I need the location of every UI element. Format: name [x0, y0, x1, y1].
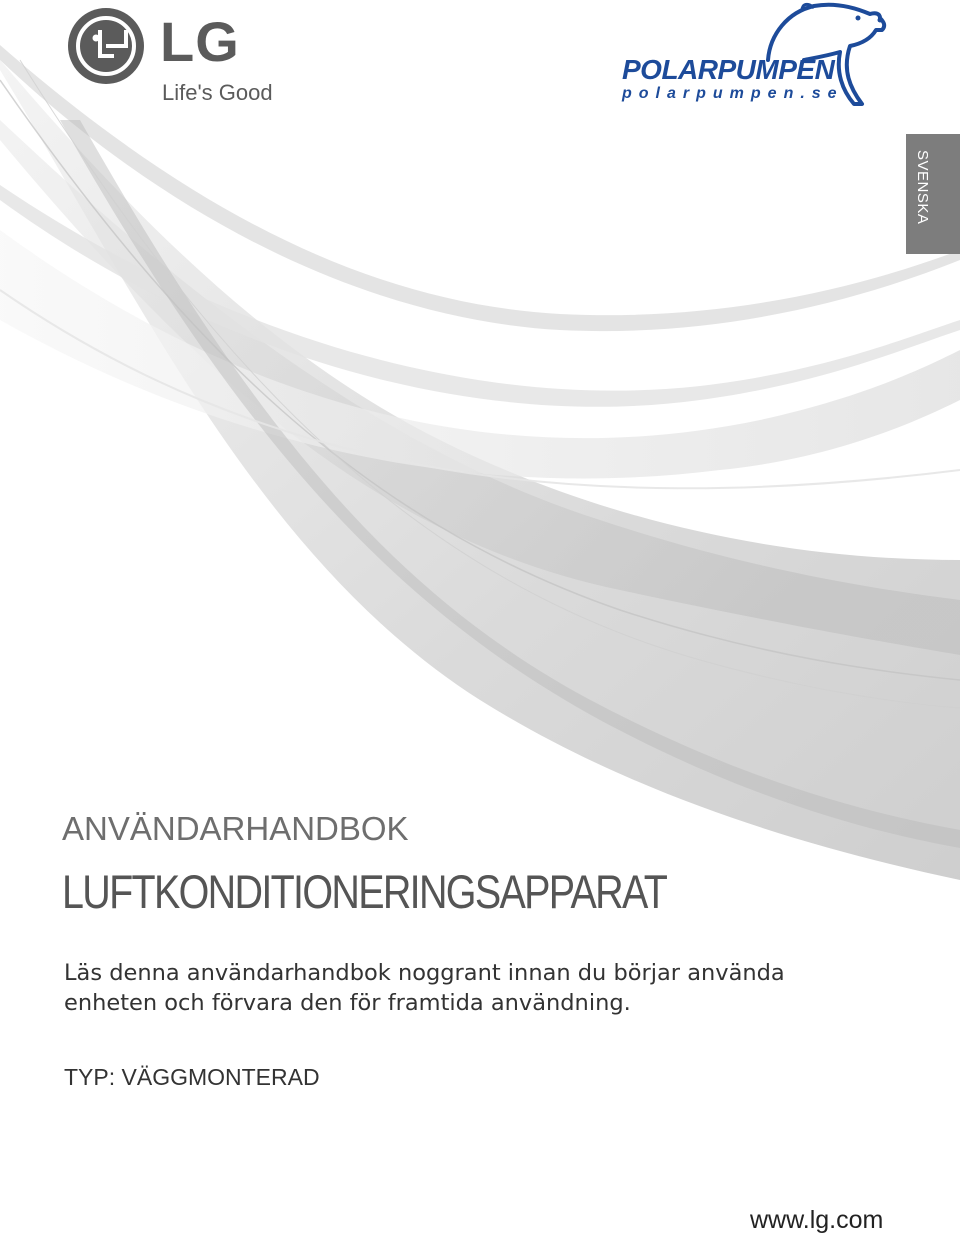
intro-line-2: enheten och förvara den för framtida användning. — [64, 990, 631, 1016]
lg-tagline: Life's Good — [162, 80, 273, 105]
website-url: www.lg.com — [750, 1206, 884, 1234]
lg-logo — [66, 6, 306, 106]
intro-paragraph — [64, 958, 944, 1018]
intro-line-1: Läs denna användarhandbok noggrant innan du börjar använda — [64, 960, 785, 986]
lg-face-emblem-icon — [66, 6, 146, 86]
language-label: SVENSKA — [914, 150, 931, 225]
polarpumpen-logo — [618, 0, 888, 112]
document-type-heading: ANVÄNDARHANDBOK — [62, 810, 409, 847]
polarpumpen-url: polarpumpen.se — [622, 85, 844, 102]
model-type-label: TYP: VÄGGMONTERAD — [64, 1064, 320, 1090]
lg-wordmark: LG — [160, 10, 240, 73]
polarpumpen-wordmark: POLARPUMPEN — [622, 54, 835, 85]
language-tab — [906, 134, 960, 254]
product-title: LUFTKONDITIONERINGSAPPARAT — [62, 865, 667, 918]
